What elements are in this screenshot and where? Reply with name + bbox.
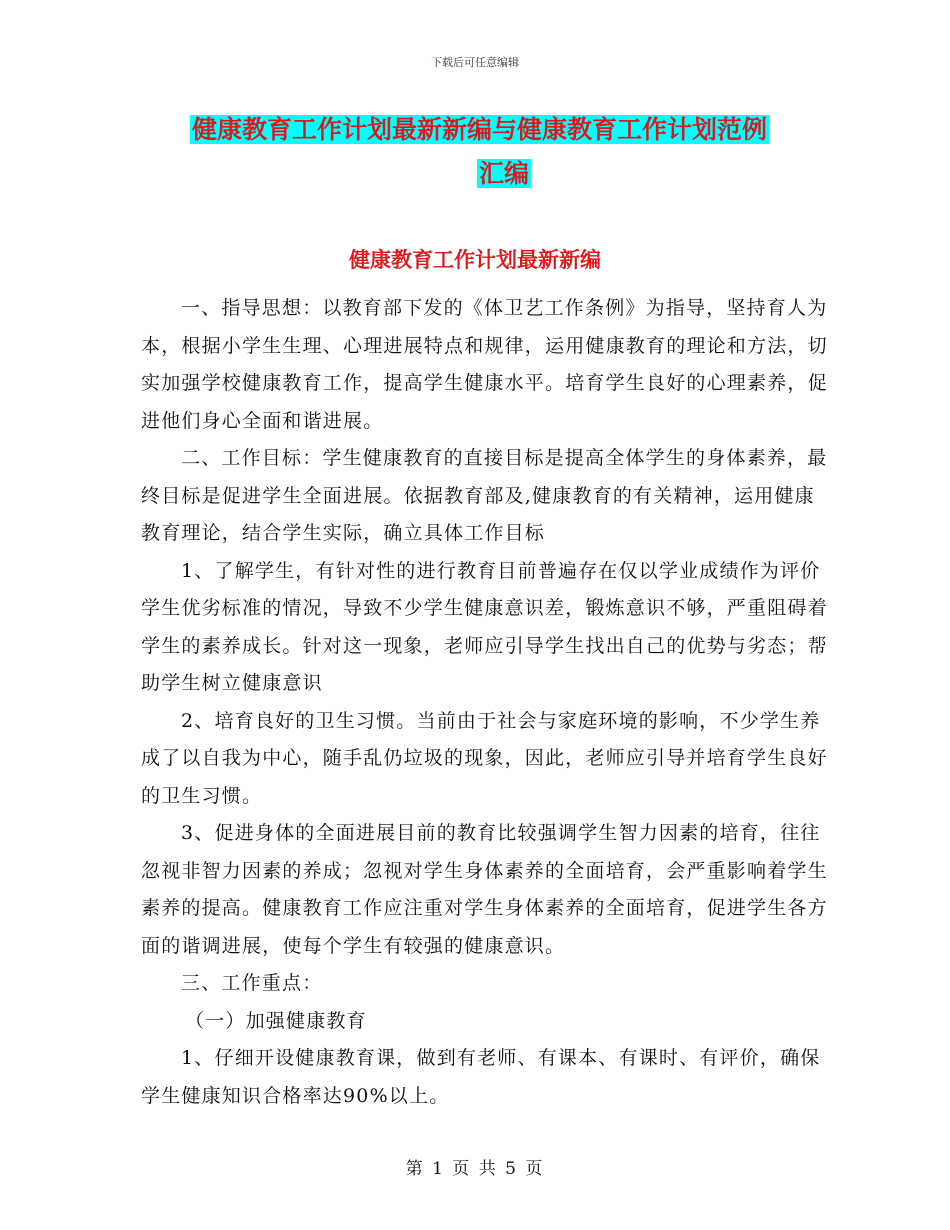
paragraph-guiding-ideology: 一、指导思想：以教育部下发的《体卫艺工作条例》为指导，坚持育人为本，根据小学生生理、心理进展特点和规律，运用健康教育的理论和方法，切实加强学校健康教育工作，提高学生健康水平。培育学生良好的心理素养，促进他们身心全面和谐进展。: [141, 297, 828, 432]
paragraph-subheading: （一）加强健康教育: [185, 1009, 367, 1032]
page-number: 第 1 页 共 5 页: [405, 1159, 545, 1179]
paragraph-item-2: 2、培育良好的卫生习惯。当前由于社会与家庭环境的影响，不少学生养成了以自我为中心，随手乱仍垃圾的现象，因此，老师应引导并培育学生良好的卫生习惯。: [141, 709, 828, 807]
document-title: [190, 108, 810, 196]
paragraph-work-goals: 二、工作目标：学生健康教育的直接目标是提高全体学生的身体素养，最终目标是促进学生全面进展。依据教育部及,健康教育的有关精神，运用健康教育理论，结合学生实际，确立具体工作目标: [141, 447, 828, 544]
document-body: [141, 290, 831, 1115]
page-header-note: 下载后可任意编辑: [431, 56, 519, 69]
paragraph-item-3: 3、促进身体的全面进展目前的教育比较强调学生智力因素的培育，往往忽视非智力因素的养成；忽视对学生身体素养的全面培育，会严重影响着学生素养的提高。健康教育工作应注重对学生身体素养的全面培育，促进学生各方面的谐调进展，使每个学生有较强的健康意识。: [141, 822, 828, 957]
paragraph-focus-item-1: 1、仔细开设健康教育课，做到有老师、有课本、有课时、有评价，确保学生健康知识合格率达90%以上。: [141, 1047, 821, 1107]
title-line-2: 汇编: [478, 159, 529, 188]
paragraph-item-1: 1、了解学生，有针对性的进行教育目前普遍存在仅以学业成绩作为评价学生优劣标准的情况，导致不少学生健康意识差，锻炼意识不够，严重阻碍着学生的素养成长。针对这一现象，老师应引导学生找出自己的优势与劣态；帮助学生树立健康意识: [141, 559, 828, 694]
paragraph-work-focus: 三、工作重点：: [181, 972, 323, 994]
section-title: 健康教育工作计划最新新编: [349, 248, 601, 272]
title-line-1: 健康教育工作计划最新新编与健康教育工作计划范例: [192, 115, 768, 144]
